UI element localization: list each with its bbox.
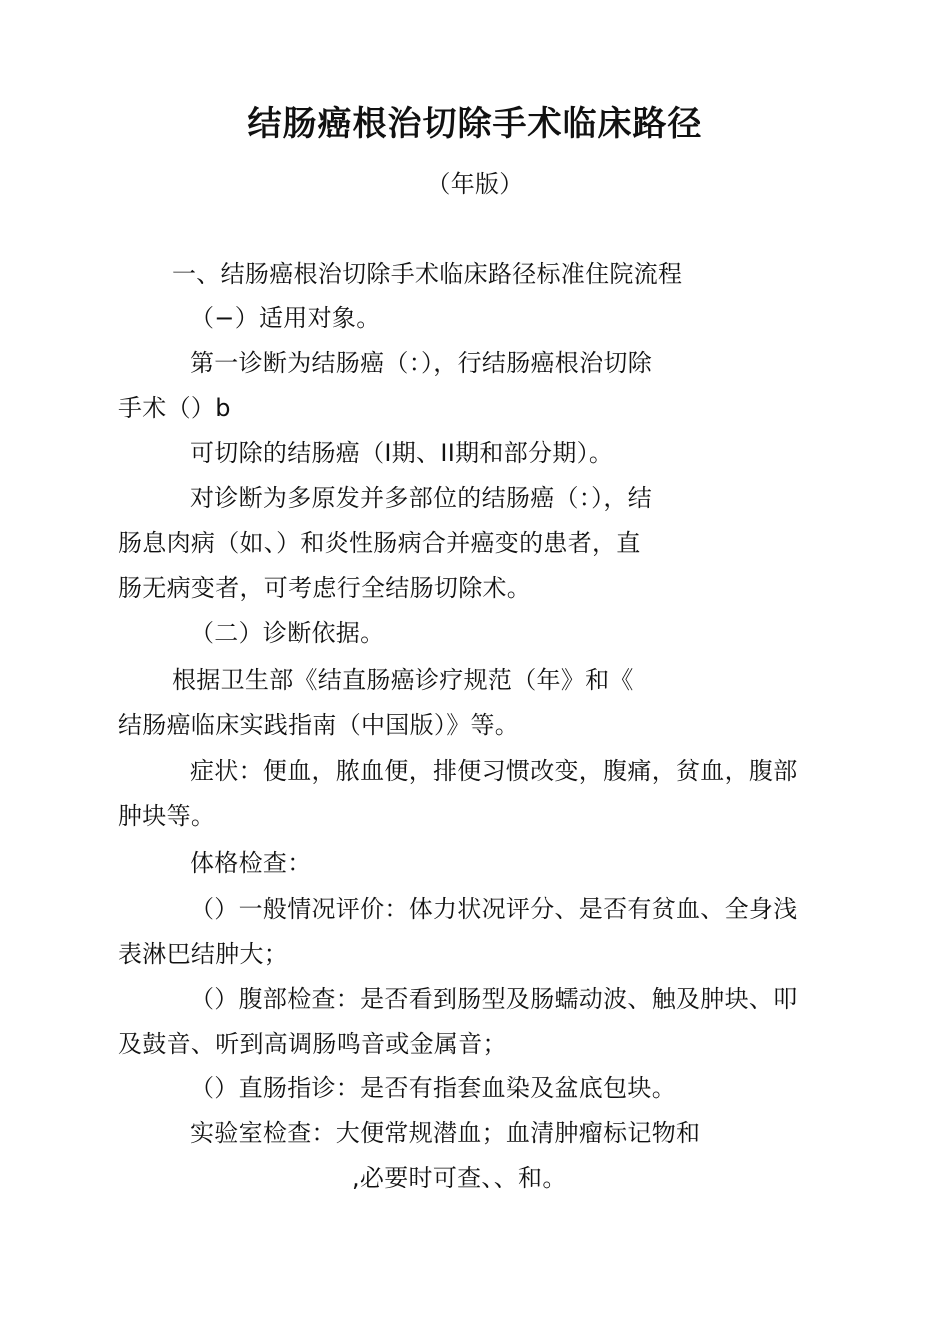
- paragraph-line: 及鼓音、听到高调肠鸣音或金属音；: [118, 1030, 507, 1058]
- paragraph-line: （）直肠指诊：是否有指套血染及盆底包块。: [190, 1074, 676, 1102]
- paragraph-line: （）一般情况评价：体力状况评分、是否有贫血、全身浅: [190, 895, 798, 923]
- section-heading: 一、结肠癌根治切除手术临床路径标准住院流程: [172, 260, 683, 288]
- subsection-heading: （−）适用对象。: [190, 304, 381, 332]
- paragraph-line: 症状：便血，脓血便，排便习惯改变，腹痛，贫血，腹部: [190, 757, 798, 785]
- paragraph-line: 结肠癌临床实践指南（中国版）》等。: [118, 711, 520, 739]
- paragraph-line: 肿块等。: [118, 802, 216, 830]
- paragraph-line: 肠息肉病（如、）和炎性肠病合并癌变的患者，直: [118, 529, 641, 557]
- paragraph-line: （）腹部检查：是否看到肠型及肠蠕动波、触及肿块、叩: [190, 985, 798, 1013]
- paragraph-line: 实验室检查：大便常规潜血；血清肿瘤标记物和: [190, 1119, 701, 1147]
- paragraph-line: 手术（）b: [118, 394, 231, 422]
- paragraph-line: 第一诊断为结肠癌（：），行结肠癌根治切除: [190, 349, 652, 377]
- subsection-heading: （二）诊断依据。: [190, 619, 385, 647]
- document-subtitle: （年版）: [426, 170, 524, 198]
- document-title: 结肠癌根治切除手术临床路径: [247, 104, 703, 144]
- paragraph-line: 根据卫生部《结直肠癌诊疗规范（年》和《: [172, 666, 634, 694]
- paragraph-line: 对诊断为多原发并多部位的结肠癌（：），结: [190, 484, 652, 512]
- paragraph-line: 体格检查：: [190, 849, 312, 877]
- paragraph-line: 肠无病变者，可考虑行全结肠切除术。: [118, 574, 532, 602]
- paragraph-line: 可切除的结肠癌（I期、II期和部分期）。: [190, 439, 614, 467]
- paragraph-line: 表淋巴结肿大；: [118, 940, 289, 968]
- paragraph-line: ,必要时可查、、和。: [352, 1164, 567, 1192]
